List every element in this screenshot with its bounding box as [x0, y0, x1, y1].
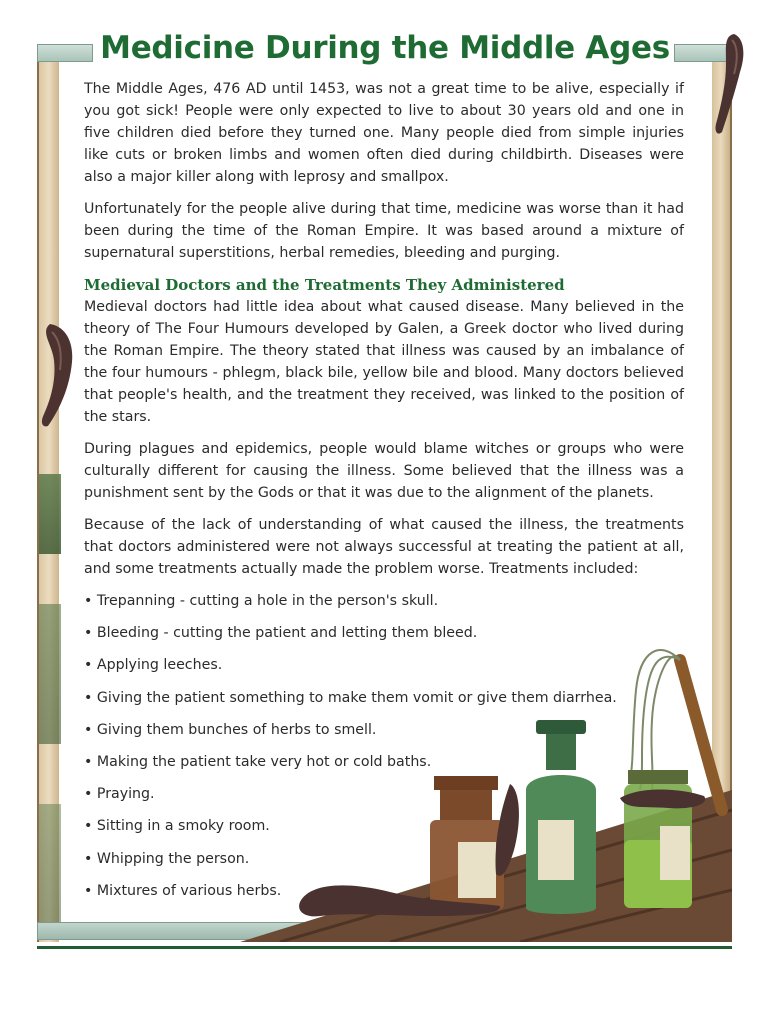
leech-icon — [710, 32, 746, 136]
medicine-bottle-icon — [430, 776, 504, 910]
intro-paragraph: Unfortunately for the people alive during that time, medicine was worse than it had been during the time of the Roman Empire. It was based around a mixture of supernatural superstitions, herbal remedies, bleeding and purging. — [84, 201, 684, 261]
intro-paragraph: The Middle Ages, 476 AD until 1453, was not a great time to be alive, especially if you got sick! People were only expected to live to about 30 years old and one in five children died before they turned one. Many people died from simple injuries like cuts or broken limbs and women often died during childbirth. Diseases were also a major killer along with leprosy and smallpox. — [84, 81, 684, 185]
list-item: • Mixtures of various herbs. — [84, 880, 684, 912]
frame-stain — [39, 474, 61, 554]
list-item: • Bleeding - cutting the patient and letting them bleed. — [84, 622, 684, 654]
frame-stain — [39, 604, 61, 744]
section-paragraph: Medieval doctors had little idea about what caused disease. Many believed in the theory of The Four Humours developed by Galen, a Greek doctor who lived during the Roman Empire. The theory stated that illness was caused by an imbalance of the four humours - phlegm, black bile, yellow bile and blood. Many doctors believed that people's health, and the treatment they received, was linked to the position of the stars. — [84, 299, 684, 425]
list-item: • Making the patient take very hot or cold baths. — [84, 751, 684, 783]
footer-rule — [37, 946, 732, 949]
frame-left-border — [37, 44, 59, 942]
list-item: • Sitting in a smoky room. — [84, 815, 684, 847]
medicine-bottle-icon — [526, 720, 596, 914]
leech-icon — [38, 322, 78, 428]
list-item: • Giving them bunches of herbs to smell. — [84, 719, 684, 751]
list-item: • Praying. — [84, 783, 684, 815]
list-item: • Whipping the person. — [84, 848, 684, 880]
page-title: Medicine During the Middle Ages — [100, 30, 670, 66]
medieval-medicine-illustration — [240, 620, 732, 942]
section-paragraph: Because of the lack of understanding of what caused the illness, the treatments that doctors administered were not always successful at treating the patient at all, and some treatments actually made the problem worse. Treatments included: — [84, 517, 684, 577]
list-item: • Applying leeches. — [84, 654, 684, 686]
section-heading: Medieval Doctors and the Treatments They Administered — [84, 276, 565, 294]
frame-stain — [39, 804, 61, 924]
list-item: • Trepanning - cutting a hole in the person's skull. — [84, 590, 684, 622]
list-item: • Giving the patient something to make them vomit or give them diarrhea. — [84, 687, 684, 719]
section-paragraph: During plagues and epidemics, people would blame witches or groups who were culturally different for causing the illness. Some believed that the illness was a punishment sent by the Gods or that it was due to the alignment of the planets. — [84, 441, 684, 501]
